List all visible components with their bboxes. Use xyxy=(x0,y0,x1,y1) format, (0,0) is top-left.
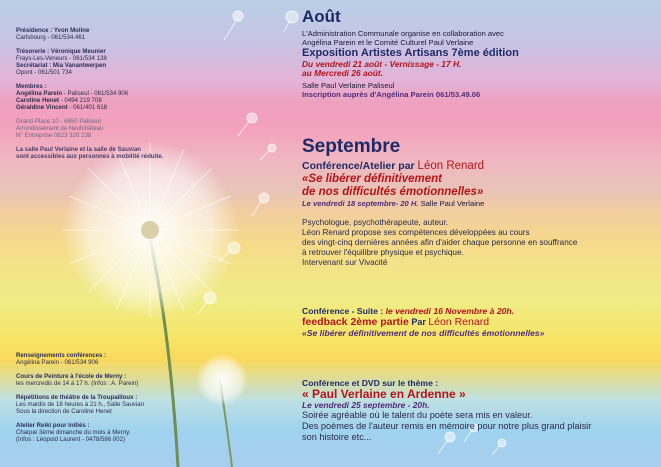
renseignements-label: Renseignements conférences : xyxy=(16,352,107,359)
membre-2: Caroline Henet - 0494 219 708 xyxy=(16,97,102,104)
section-septembre xyxy=(302,136,654,268)
septembre-date: Le vendredi 18 septembre- 20 H. Salle Paul Verlaine xyxy=(302,199,485,208)
aout-inscription: Inscription auprès d'Angélina Parein 061/53.49.06 xyxy=(302,90,481,99)
septembre-desc-1: Psychologue, psychothérapeute, auteur. xyxy=(302,218,449,227)
septembre-desc-5: Intervenant sur Vivacité xyxy=(302,258,388,267)
septembre-desc-4: à retrouver l'équilibre physique et psychique. xyxy=(302,248,464,257)
tresorerie-detail: Frays-Les-Veneurs - 061/534 138 xyxy=(16,55,107,62)
tresorerie-label: Trésorerie : Véronique Meunier xyxy=(16,48,106,55)
aout-place: Salle Paul Verlaine Paliseul xyxy=(302,81,395,90)
renseignements-detail: Angélina Parein - 061/534 906 xyxy=(16,359,99,366)
aout-date-1: Du vendredi 21 août - Vernissage - 17 H. xyxy=(302,59,462,69)
septembre-title-1: «Se libérer définitivement xyxy=(302,173,442,185)
section-suite xyxy=(302,307,654,338)
septembre-desc-3: des vingt-cinq dernières années afin d'aider chaque personne en souffrance xyxy=(302,238,578,247)
presidence-label: Présidence : Yvon Moline xyxy=(16,27,90,34)
aout-intro-2: Angélina Parein et le Comité Culturel Paul Verlaine xyxy=(302,38,474,47)
access-note-1: La salle Paul Verlaine et la salle de Sauvian xyxy=(16,146,141,153)
septembre-type: Conférence/Atelier par Léon Renard xyxy=(302,160,485,172)
secretariat-label: Secrétariat : Mia Vanantwerpen xyxy=(16,62,107,69)
aout-intro-1: L'Administration Communale organise en collaboration avec xyxy=(302,29,504,38)
dvd-title: « Paul Verlaine en Ardenne » xyxy=(302,387,466,401)
address-line-3: N° Entreprise 0823 326 238 xyxy=(16,132,92,139)
peinture-detail: les mercredis de 14 à 17 h. (Infos : A. Parein) xyxy=(16,380,139,387)
left-info-column xyxy=(16,27,196,160)
reiki-label: Atelier Reiki pour initiés : xyxy=(16,422,90,429)
dvd-desc-2: Des poèmes de l'auteur remis en mémoire pour notre plus grand plaisir xyxy=(302,421,592,431)
suite-title: feedback 2ème partie Par Léon Renard xyxy=(302,316,490,328)
theatre-detail-2: Sous la direction de Caroline Henet xyxy=(16,408,112,415)
left-activities-column xyxy=(16,352,196,443)
dvd-label: Conférence et DVD sur le thème : xyxy=(302,378,439,388)
septembre-title-2: de nos difficultés émotionnelles» xyxy=(302,186,484,198)
section-aout xyxy=(302,7,654,99)
secretariat-detail: Opont - 061/501 734 xyxy=(16,69,72,76)
theatre-label: Répétitions de théâtre de la Troupailloux : xyxy=(16,394,138,401)
dvd-desc-1: Soirée agréable où le talent du poète sera mis en valeur. xyxy=(302,410,533,420)
aout-date-2: au Mercredi 26 août. xyxy=(302,68,383,78)
address-line-2: Arrondissement de Neufchâteau xyxy=(16,125,104,132)
dvd-desc-3: son histoire etc... xyxy=(302,432,372,442)
septembre-desc-2: Léon Renard propose ses compétences développées au cours xyxy=(302,228,530,237)
access-note-2: sont accessibles aux personnes à mobilité réduite. xyxy=(16,153,164,160)
membre-3: Géraldine Vincent - 061/401 618 xyxy=(16,104,108,111)
presidence-detail: Carlsbourg - 061/534.461 xyxy=(16,34,86,41)
dvd-date: Le vendredi 25 septembre - 20h. xyxy=(302,400,430,410)
membre-1: Angélina Parein - Paliseul - 061/534 906 xyxy=(16,90,129,97)
membres-label: Membres : xyxy=(16,83,47,90)
section-dvd xyxy=(302,379,654,443)
address-line-1: Grand-Place 10 - 6850 Paliseul xyxy=(16,118,101,125)
reiki-detail-1: Chaque 3ème dimanche du mois à Merny. xyxy=(16,429,131,436)
peinture-label: Cours de Peinture à l'école de Merny : xyxy=(16,373,127,380)
reiki-detail-2: (Infos : Léopold Laurent - 0478/586 002) xyxy=(16,436,126,443)
month-title-septembre: Septembre xyxy=(302,136,401,157)
suite-label: Conférence - Suite : le vendredi 16 Novembre à 20h. xyxy=(302,306,515,316)
theatre-detail-1: Les mardis de 18 heures à 21 h., Salle Sauvian xyxy=(16,401,145,408)
aout-exposition-title: Exposition Artistes Artisans 7ème édition xyxy=(302,47,519,59)
month-title-aout: Août xyxy=(302,7,341,26)
suite-subtitle: «Se libérer définitivement de nos difficultés émotionnelles» xyxy=(302,328,545,338)
right-events-column xyxy=(302,7,654,467)
